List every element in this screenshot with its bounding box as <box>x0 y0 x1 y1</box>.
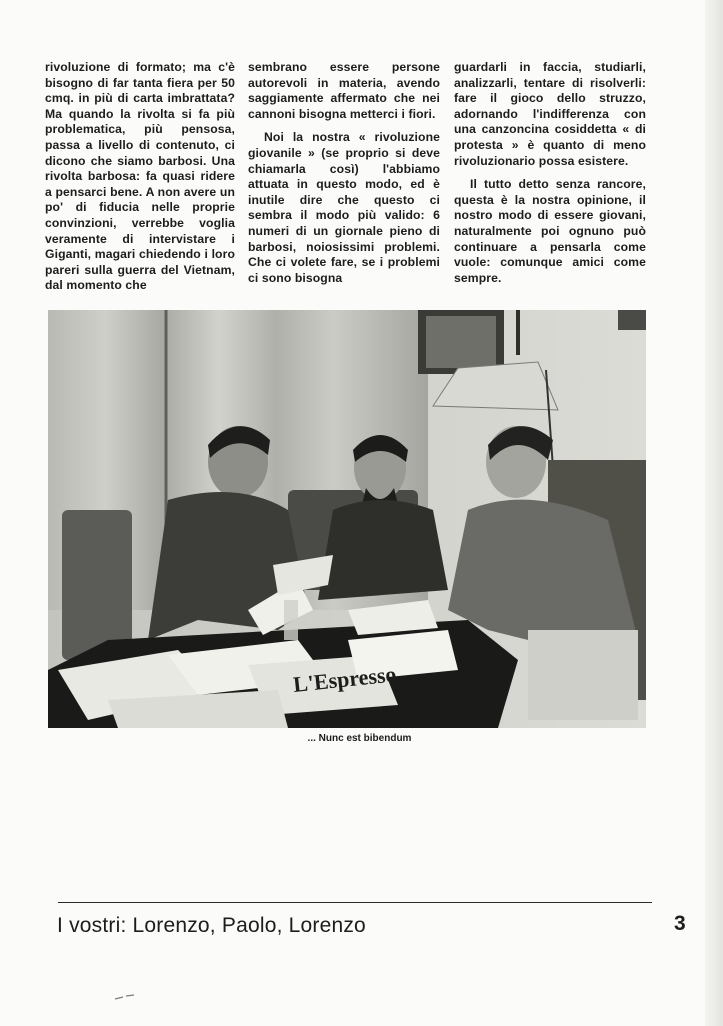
article-column-3 <box>454 60 646 294</box>
article-photo <box>48 310 646 728</box>
footer-rule <box>58 902 652 903</box>
paragraph: guardarli in faccia, studiarli, analizzarli, tentare di risolverli: fare il gioco dello struzzo, adornando l'indifferenza con una canzoncina cosiddetta « di protesta » è quanto di meno rivoluzionario possa esistere. <box>454 60 646 168</box>
pencil-mark <box>114 994 136 1000</box>
page-number: 3 <box>674 912 686 935</box>
footer-signature: I vostri: Lorenzo, Paolo, Lorenzo <box>57 914 366 937</box>
caption-text: ... Nunc est bibendum <box>307 733 412 744</box>
article-column-2 <box>248 60 440 294</box>
paragraph: sembrano essere persone autorevoli in materia, avendo saggiamente affermato che nei cannoni bisogna metterci i fiori. <box>248 60 440 121</box>
newspaper-headline: L'Espresso <box>291 661 398 697</box>
paragraph: rivoluzione di formato; ma c'è bisogno di far tanta fiera per 50 cmq. in più di carta imbrattata? Ma quando la rivolta si fa più problematica, più pensosa, passa a livello di contenuto, ci dicono che siamo barbosi. Una rivolta barbosa: fa quasi ridere a pensarci bene. A non avere un po' di fiducia nelle proprie convinzioni, verrebbe voglia veramente di intervistare i Giganti, magari chiedendo i loro pareri sulla guerra del Vietnam, dal momento che <box>45 60 235 293</box>
article-column-1 <box>45 60 235 302</box>
photo-caption <box>0 733 723 744</box>
page-edge-shadow <box>705 0 723 1026</box>
paragraph: Il tutto detto senza rancore, questa è la nostra opinione, il nostro modo di essere giovani, naturalmente poi ognuno può continuare a pensarla come vuole: comunque amici come sempre. <box>454 177 646 285</box>
paragraph: Noi la nostra « rivoluzione giovanile » (se proprio si deve chiamarla così) l'abbiamo attuata in questo modo, ed è inutile dire che questo ci sembra il modo più valido: 6 numeri di un giornale pieno di barbosi, noiosissimi problemi. Che ci volete fare, se i problemi ci sono bisogna <box>248 130 440 285</box>
photo-illustration <box>48 310 646 728</box>
